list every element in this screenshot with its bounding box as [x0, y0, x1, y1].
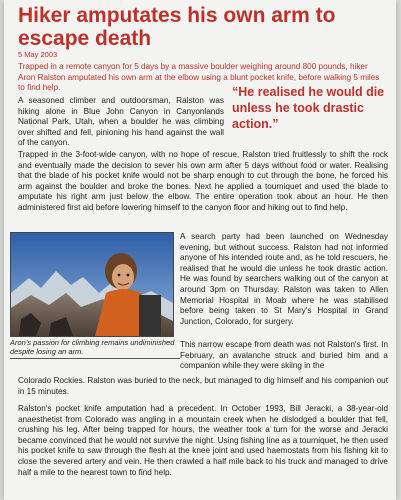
climber-photo: [10, 232, 174, 337]
magazine-page: [4, 0, 396, 500]
paragraph-3: A search party had been launched on Wednesday evening, but without success. Ralston had not informed anyone of his intended route and, as he told rescuers, he realised that he would die unless he took drastic action. He was found by searchers walking out of the canyon at around 3pm on Thursday. Ralston was taken to Allen Memorial Hospital in Moab where he was stabilised before being taken to St Mary's Hospital in Grand Junction, Colorado, for surgery.: [180, 232, 388, 326]
paragraph-1: A seasoned climber and outdoorsman, Ralston was hiking alone in Blue John Canyon in Canyonlands National Park, Utah, when a boulder he was climbing over shifted and fell, pinioning his hand against the wall of the canyon.: [18, 96, 224, 148]
mountain-photo-illustration: [11, 233, 173, 336]
pull-quote: “He realised he would die unless he took drastic action.”: [232, 85, 385, 131]
intro-paragraph: Trapped in a remote canyon for 5 days by a massive boulder weighing around 800 pounds, hiker Aron Ralston amputated his own arm at the elbow using a blunt pocket knife, before walking 5 miles to find help.: [18, 62, 380, 93]
paragraph-5: Ralston's pocket knife amputation had a precedent. In October 1993, Bill Jeracki, a 38-year-old anaesthetist from Colorado was angling in a mountain creek when he dislodged a boulder that fell, crushing his leg. After being trapped for hours, the weather took a turn for the worse and Jeracki became convinced that he would not survive the night. Using fishing line as a tourniquet, he then used his pocket knife to saw through the flesh at the knee joint and used haemostats from his fishing kit to close the severed artery and vein. He then crawled a half mile back to his truck and managed to drive half a mile to the nearest town to find help.: [18, 404, 388, 477]
photo-caption: Aron's passion for climbing remains undiminished despite losing an arm.: [10, 338, 180, 359]
paragraph-2: Trapped in the 3-foot-wide canyon, with no hope of rescue, Ralston tried fruitlessly to shift the rock and eventually made the decision to sever his own arm after 5 days without food or water. Realising that the blade of his pocket knife would not be sharp enough to cut through the bone, he forced his arm against the boulder and broke the bones. Next he applied a tourniquet and used the blade to amputate his right arm just below the elbow. The entire operation took about an hour. He then administered first aid before lowering himself to the canyon floor and hiking out to find help.: [18, 150, 388, 212]
paragraph-4a: This narrow escape from death was not Ralston's first. In February, an avalanche struck and buried him and a companion while they were skiing in the: [180, 340, 388, 371]
article-date: 5 May 2003: [18, 50, 58, 59]
paragraph-4b: Colorado Rockies. Ralston was buried to the neck, but managed to dig himself and his companion out in 15 minutes.: [18, 376, 388, 396]
headline: Hiker amputates his own arm to escape death: [18, 4, 336, 50]
